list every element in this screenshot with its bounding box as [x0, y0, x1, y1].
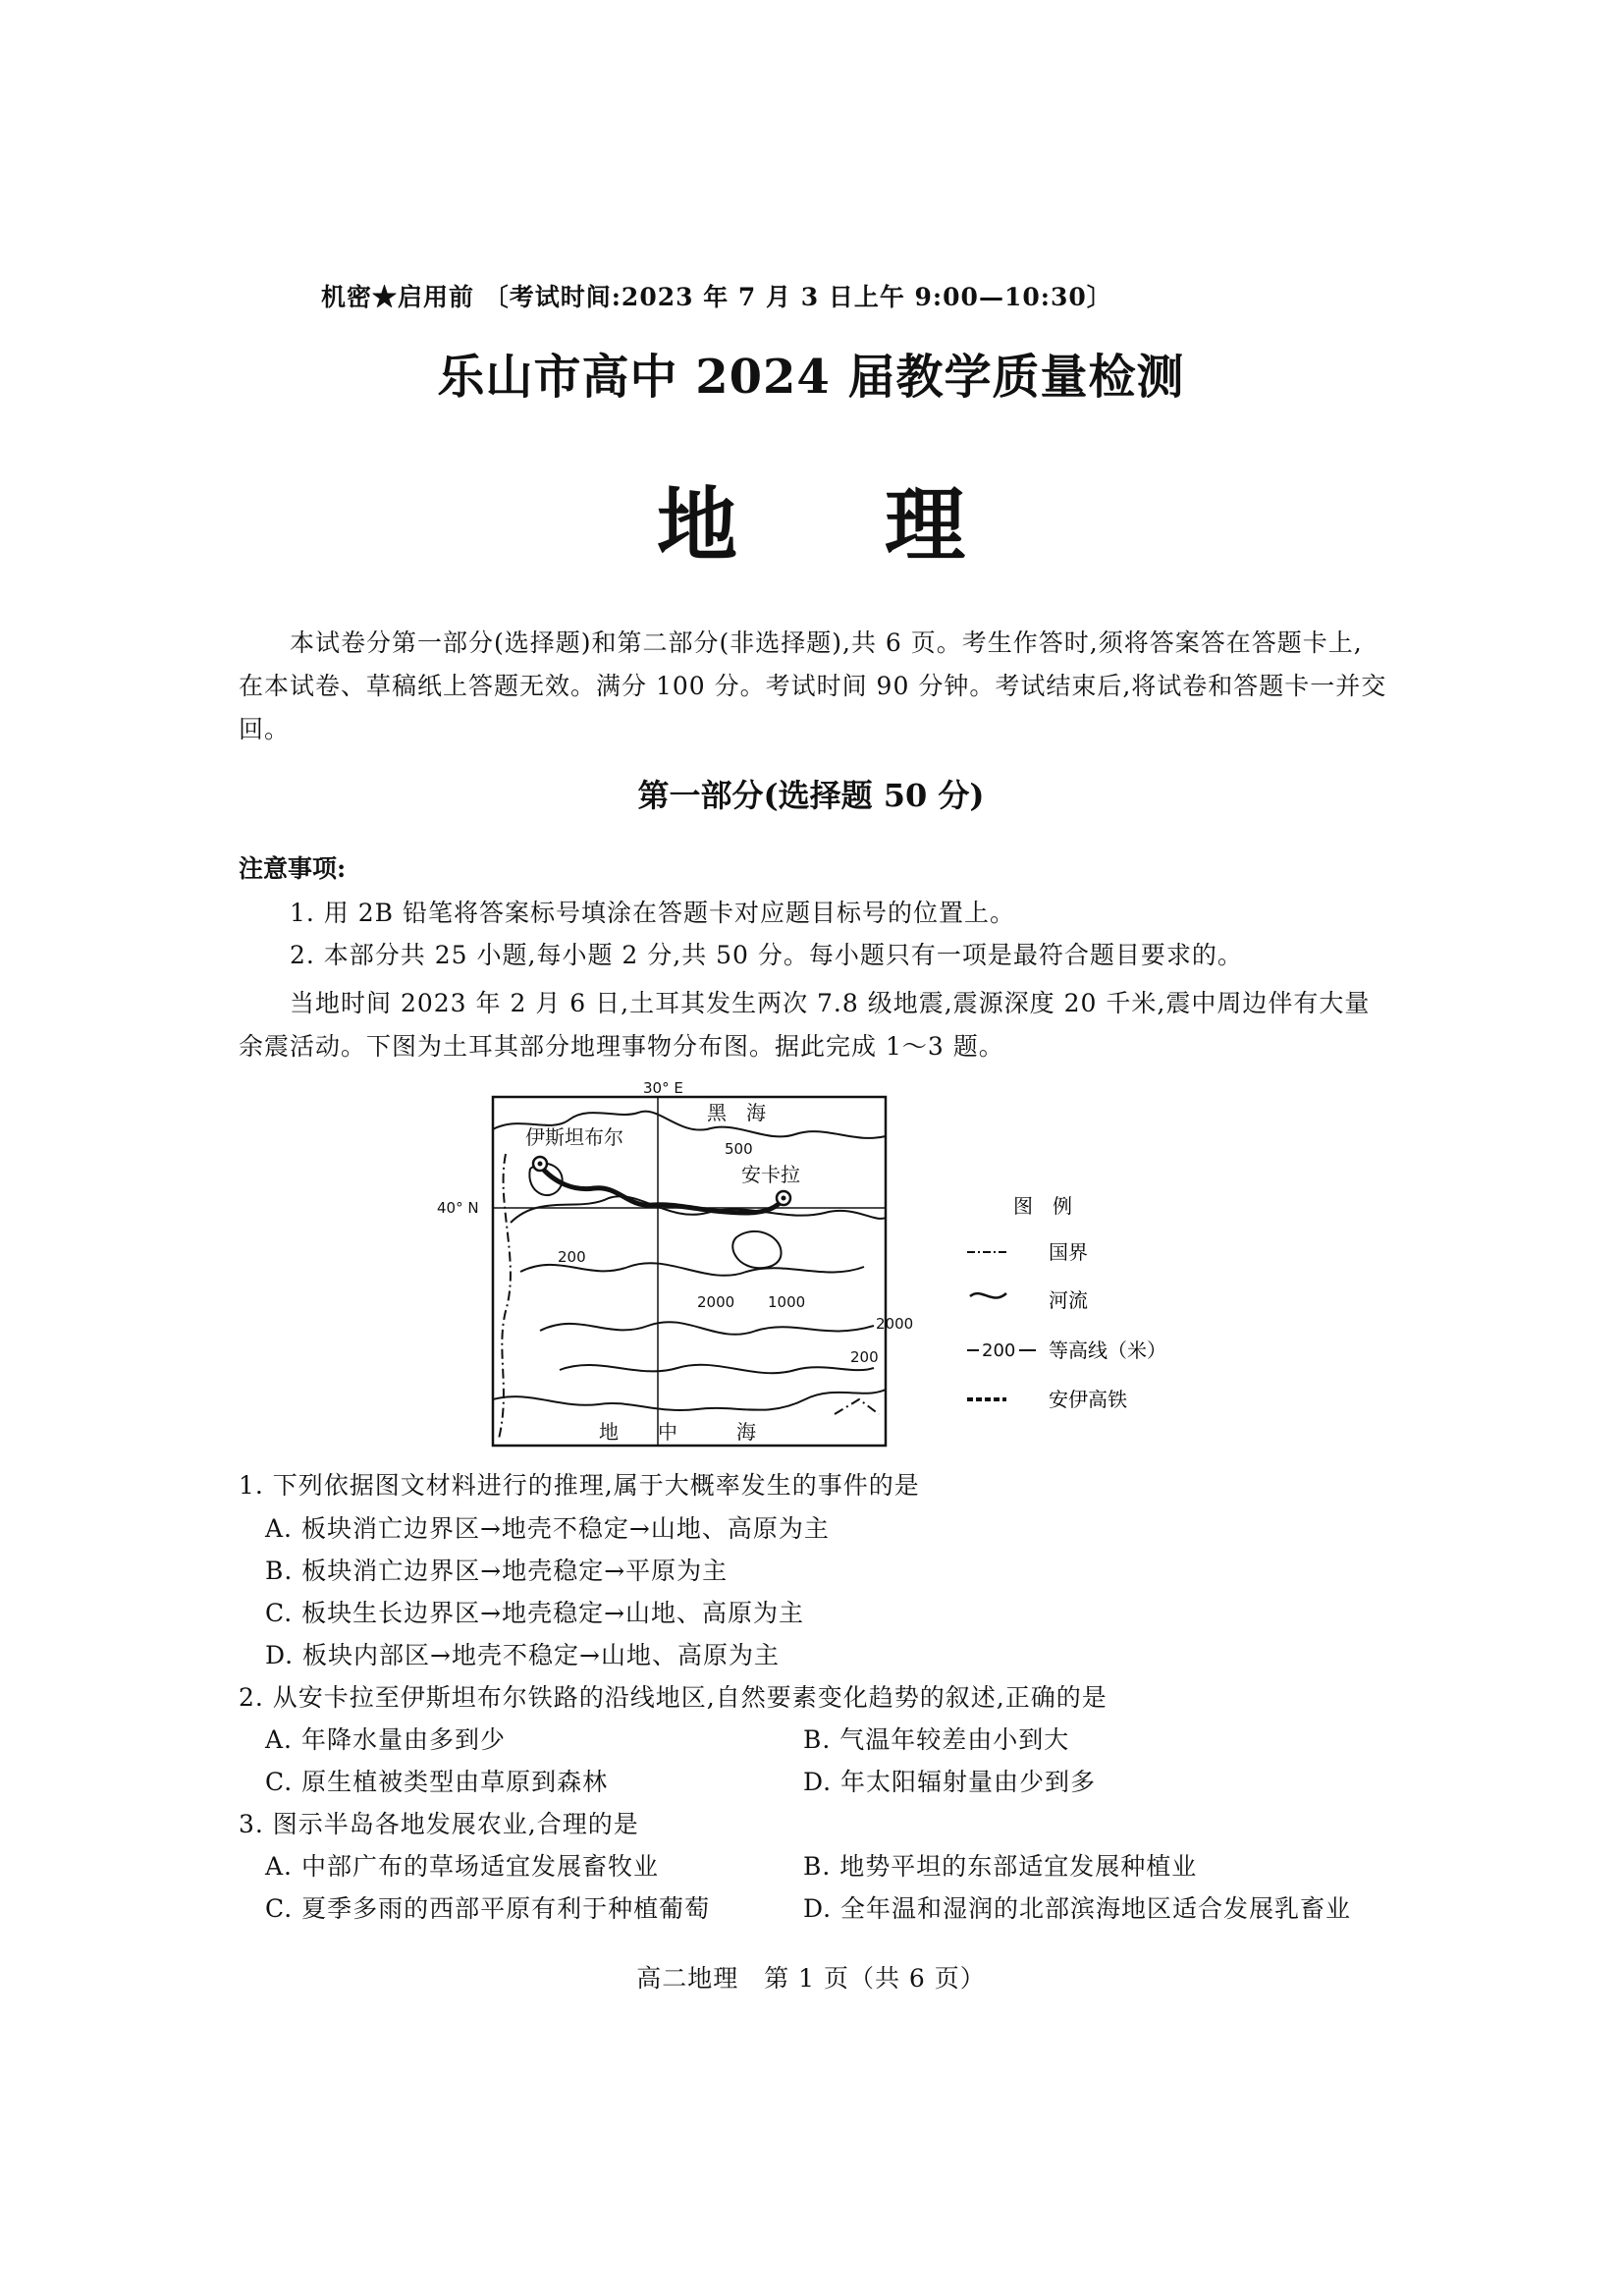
note-item-1: 1. 用 2B 铅笔将答案标号填涂在答题卡对应题目标号的位置上。 — [290, 899, 1015, 927]
question-3-option-b: B. 地势平坦的东部适宜发展种植业 — [803, 1852, 1198, 1881]
question-3-option-c: C. 夏季多雨的西部平原有利于种植葡萄 — [265, 1894, 711, 1923]
contour-label: 200 — [558, 1248, 586, 1266]
contour-label: 500 — [725, 1140, 753, 1158]
intro-paragraph: 本试卷分第一部分(选择题)和第二部分(非选择题),共 6 页。考生作答时,须将答案答在答题卡上,在本试卷、草稿纸上答题无效。满分 100 分。考试时间 90 分钟。考试结束后,将试卷和答题卡一并交回。 — [239, 629, 1387, 743]
istanbul-dot — [538, 1162, 543, 1167]
subject-title: 地理 — [656, 478, 1112, 573]
contour-label: 2000 — [876, 1315, 914, 1333]
mediterranean-coast — [493, 1390, 886, 1410]
istanbul-label: 伊斯坦布尔 — [525, 1125, 623, 1149]
contour-200-south — [560, 1365, 874, 1373]
question-2-stem: 2. 从安卡拉至伊斯坦布尔铁路的沿线地区,自然要素变化趋势的叙述,正确的是 — [239, 1683, 1108, 1712]
legend-prefix: 200 — [982, 1340, 1016, 1361]
coastline-group — [493, 1112, 886, 1410]
legend-label: 等高线（米） — [1049, 1339, 1166, 1362]
question-3-option-d: D. 全年温和湿润的北部滨海地区适合发展乳畜业 — [803, 1894, 1352, 1923]
legend-label: 河流 — [1049, 1288, 1088, 1312]
national-border-south — [835, 1399, 879, 1414]
question-3-option-a: A. 中部广布的草场适宜发展畜牧业 — [265, 1852, 659, 1881]
question-1-option-d: D. 板块内部区→地壳不稳定→山地、高原为主 — [265, 1641, 780, 1669]
legend-label: 安伊高铁 — [1049, 1388, 1127, 1411]
contour-label: 2000 — [697, 1293, 735, 1311]
contour-loop-central — [732, 1231, 781, 1268]
lat-label: 40° N — [437, 1199, 479, 1217]
question-2-option-c: C. 原生植被类型由草原到森林 — [265, 1768, 609, 1796]
question-1-option-b: B. 板块消亡边界区→地壳稳定→平原为主 — [265, 1557, 729, 1585]
question-1-option-c: C. 板块生长边界区→地壳稳定→山地、高原为主 — [265, 1599, 805, 1627]
question-1-option-a: A. 板块消亡边界区→地壳不稳定→山地、高原为主 — [265, 1514, 830, 1543]
contour-2000 — [540, 1322, 874, 1335]
lon-label: 30° E — [643, 1079, 683, 1097]
exam-header: 机密★启用前 〔考试时间:2023 年 7 月 3 日上午 9:00—10:30〕 — [321, 283, 1112, 311]
note-item-2: 2. 本部分共 25 小题,每小题 2 分,共 50 分。每小题只有一项是最符合题目要求的。 — [290, 941, 1243, 969]
river-line-icon — [970, 1293, 1006, 1298]
turkey-map-figure — [412, 1075, 1217, 1458]
contour-label: 1000 — [768, 1293, 806, 1311]
legend-label: 国界 — [1049, 1240, 1088, 1264]
mediterranean-label: 地 中 海 — [599, 1420, 756, 1444]
question-3-stem: 3. 图示半岛各地发展农业,合理的是 — [239, 1810, 639, 1838]
page-footer: 高二地理 第 1 页（共 6 页） — [636, 1964, 986, 1993]
passage-paragraph: 当地时间 2023 年 2 月 6 日,土耳其发生两次 7.8 级地震,震源深度 20 千米,震中周边伴有大量余震活动。下图为土耳其部分地理事物分布图。据此完成 1～3 题。 — [239, 989, 1371, 1061]
black-sea-label: 黑 海 — [707, 1101, 766, 1124]
contour-label: 200 — [850, 1348, 879, 1366]
question-2-option-a: A. 年降水量由多到少 — [265, 1725, 506, 1754]
ankara-label: 安卡拉 — [741, 1163, 800, 1186]
question-1-stem: 1. 下列依据图文材料进行的推理,属于大概率发生的事件的是 — [239, 1471, 920, 1500]
exam-title: 乐山市高中 2024 届教学质量检测 — [437, 350, 1185, 405]
section-title: 第一部分(选择题 50 分) — [637, 777, 985, 814]
notes-title: 注意事项: — [239, 854, 347, 883]
legend-title: 图 例 — [1013, 1194, 1072, 1218]
question-2-option-d: D. 年太阳辐射量由少到多 — [803, 1768, 1097, 1796]
ankara-dot — [782, 1196, 786, 1201]
question-2-option-b: B. 气温年较差由小到大 — [803, 1725, 1070, 1754]
